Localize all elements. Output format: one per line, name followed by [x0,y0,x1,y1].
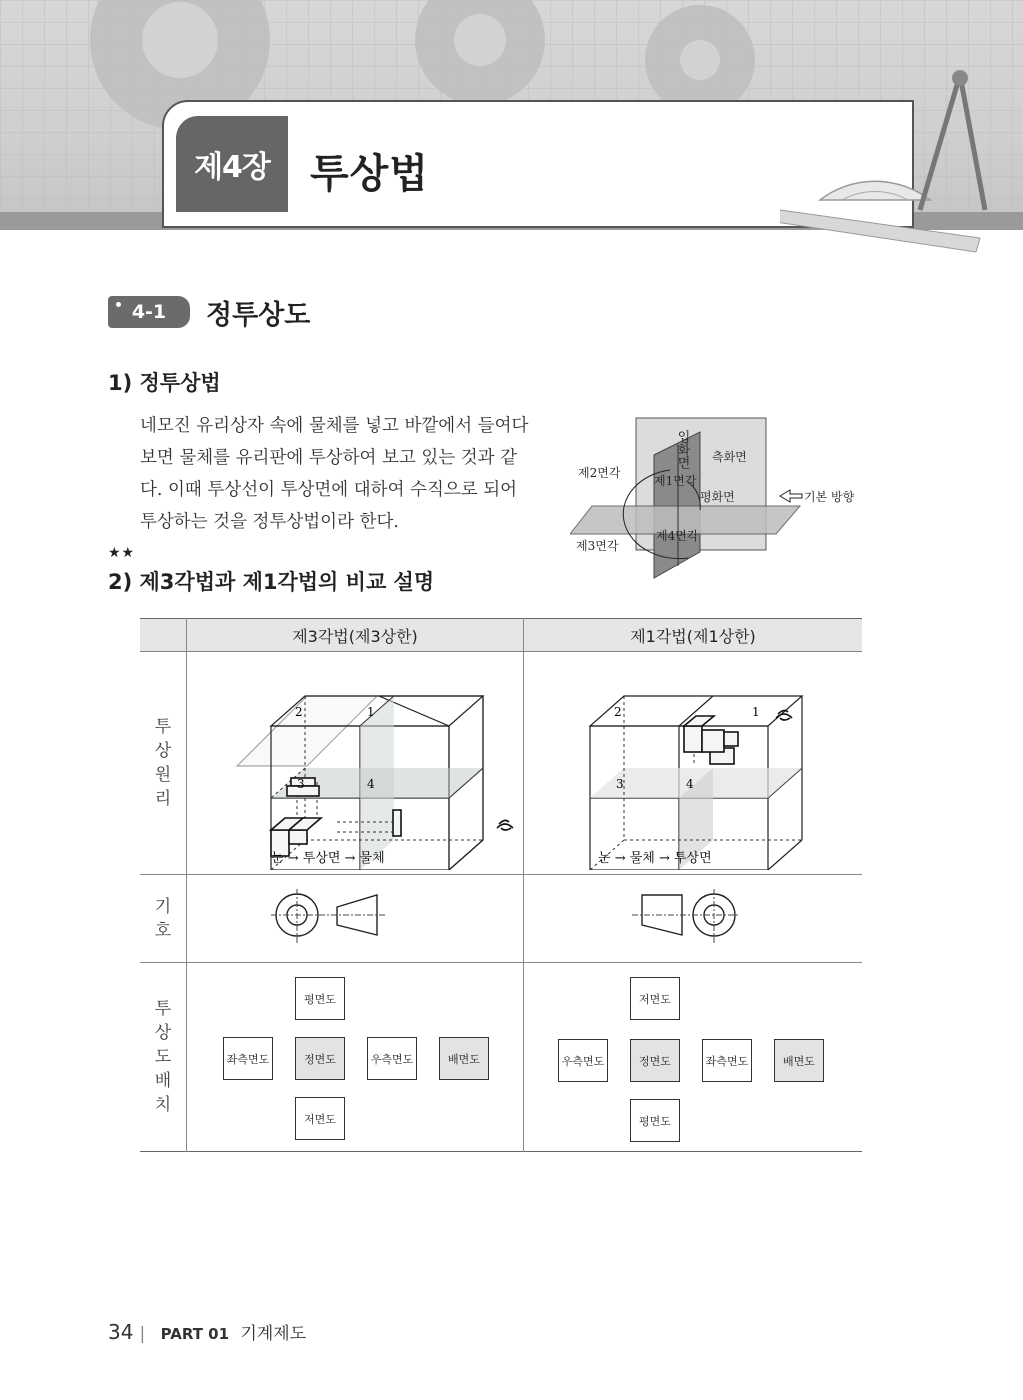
third-angle-header: 제3각법(제3상한) [187,619,524,652]
symbol-label-text: 기호 [154,896,172,941]
view-left: 좌측면도 [223,1037,273,1080]
third-angle-layout-cell [187,963,524,1152]
view-bottom: 평면도 [630,1099,680,1142]
page-number: 34 [108,1320,134,1344]
third-angle-caption: 눈 → 투상면 → 물체 [271,851,385,866]
orthographic-description [140,410,555,538]
subsection-heading-2: 2) 제3각법과 제1각법의 비교 설명 [108,570,435,594]
first-angle-layout-cell [524,963,863,1152]
cube-label-1: 1 [752,705,760,719]
cube-label-3: 3 [616,777,624,791]
importance-stars: ★★ [108,545,136,561]
view-back: 배면도 [774,1039,824,1082]
eye-icon [497,820,513,830]
third-angle-cube-diagram [187,652,523,870]
third-angle-principle-cell [187,652,524,875]
cube-label-1: 1 [367,705,375,719]
cube-label-2: 2 [295,705,303,719]
subsection-heading-1: 1) 정투상법 [108,371,221,395]
direction-arrow-icon [780,490,802,502]
symbol-row [140,875,862,963]
first-angle-principle-cell [524,652,863,875]
first-angle-cube-diagram [524,652,862,870]
row-label-symbol [140,875,187,963]
section-number: 4-1 [131,301,167,323]
third-angle-symbol-cell [187,875,524,963]
view-bottom: 저면도 [295,1097,345,1140]
view-top: 저면도 [630,977,680,1020]
page-footer [108,1319,306,1344]
badge-dot-icon [116,302,121,307]
third-angle-symbol-icon [187,875,523,958]
view-front: 정면도 [295,1037,345,1080]
base-direction-label: 기본 방향 [804,490,855,504]
paragraph-line: 투상하는 것을 정투상법이라 한다. [140,512,399,532]
row-label-principle [140,652,187,875]
view-back: 배면도 [439,1037,489,1080]
vertical-plane-label: 입화면 [674,430,690,469]
chapter-number-tab: 제4장 [176,116,288,212]
table-header-row [140,619,862,652]
view-left: 우측면도 [558,1039,608,1082]
first-angle-caption: 눈 → 물체 → 투상면 [598,851,712,866]
first-angle-symbol-icon [524,875,862,958]
view-right: 좌측면도 [702,1039,752,1082]
first-angle-header: 제1각법(제1상한) [524,619,863,652]
part-label: PART 01 [160,1325,230,1343]
cube-label-4: 4 [686,777,694,791]
drafting-tools-illustration [780,60,1010,260]
first-angle-symbol-cell [524,875,863,963]
subject-label: 기계제도 [240,1324,307,1344]
view-top: 평면도 [295,977,345,1020]
projection-quadrant-diagram [570,410,870,585]
corner-cell [140,619,187,652]
first-quadrant-label: 제1면각 [654,474,697,488]
side-plane-label: 측화면 [712,450,747,464]
section-title: 정투상도 [206,300,311,331]
paragraph-line: 다. 이때 투상선이 투상면에 대하여 수직으로 되어 [140,480,518,500]
third-quadrant-label: 제3면각 [576,539,619,553]
cube-label-2: 2 [614,705,622,719]
footer-divider: | [139,1324,146,1344]
layout-label-text: 투상도 배치 [154,999,172,1115]
projection-comparison-table [140,618,862,1152]
view-front: 정면도 [630,1039,680,1082]
view-right: 우측면도 [367,1037,417,1080]
row-label-layout [140,963,187,1152]
layout-row [140,963,862,1152]
principle-label-text: 투상원리 [154,717,172,809]
section-number-badge [108,296,190,328]
cube-label-3: 3 [297,777,305,791]
paragraph-line: 보면 물체를 유리판에 투상하여 보고 있는 것과 같 [140,448,518,468]
horizontal-plane-label: 평화면 [700,490,735,504]
fourth-quadrant-label: 제4면각 [656,529,699,543]
second-quadrant-label: 제2면각 [578,466,621,480]
principle-row [140,652,862,875]
chapter-title: 투상법 [310,151,429,197]
cube-label-4: 4 [367,777,375,791]
paragraph-line: 네모진 유리상자 속에 물체를 넣고 바깥에서 들여다 [140,416,529,436]
